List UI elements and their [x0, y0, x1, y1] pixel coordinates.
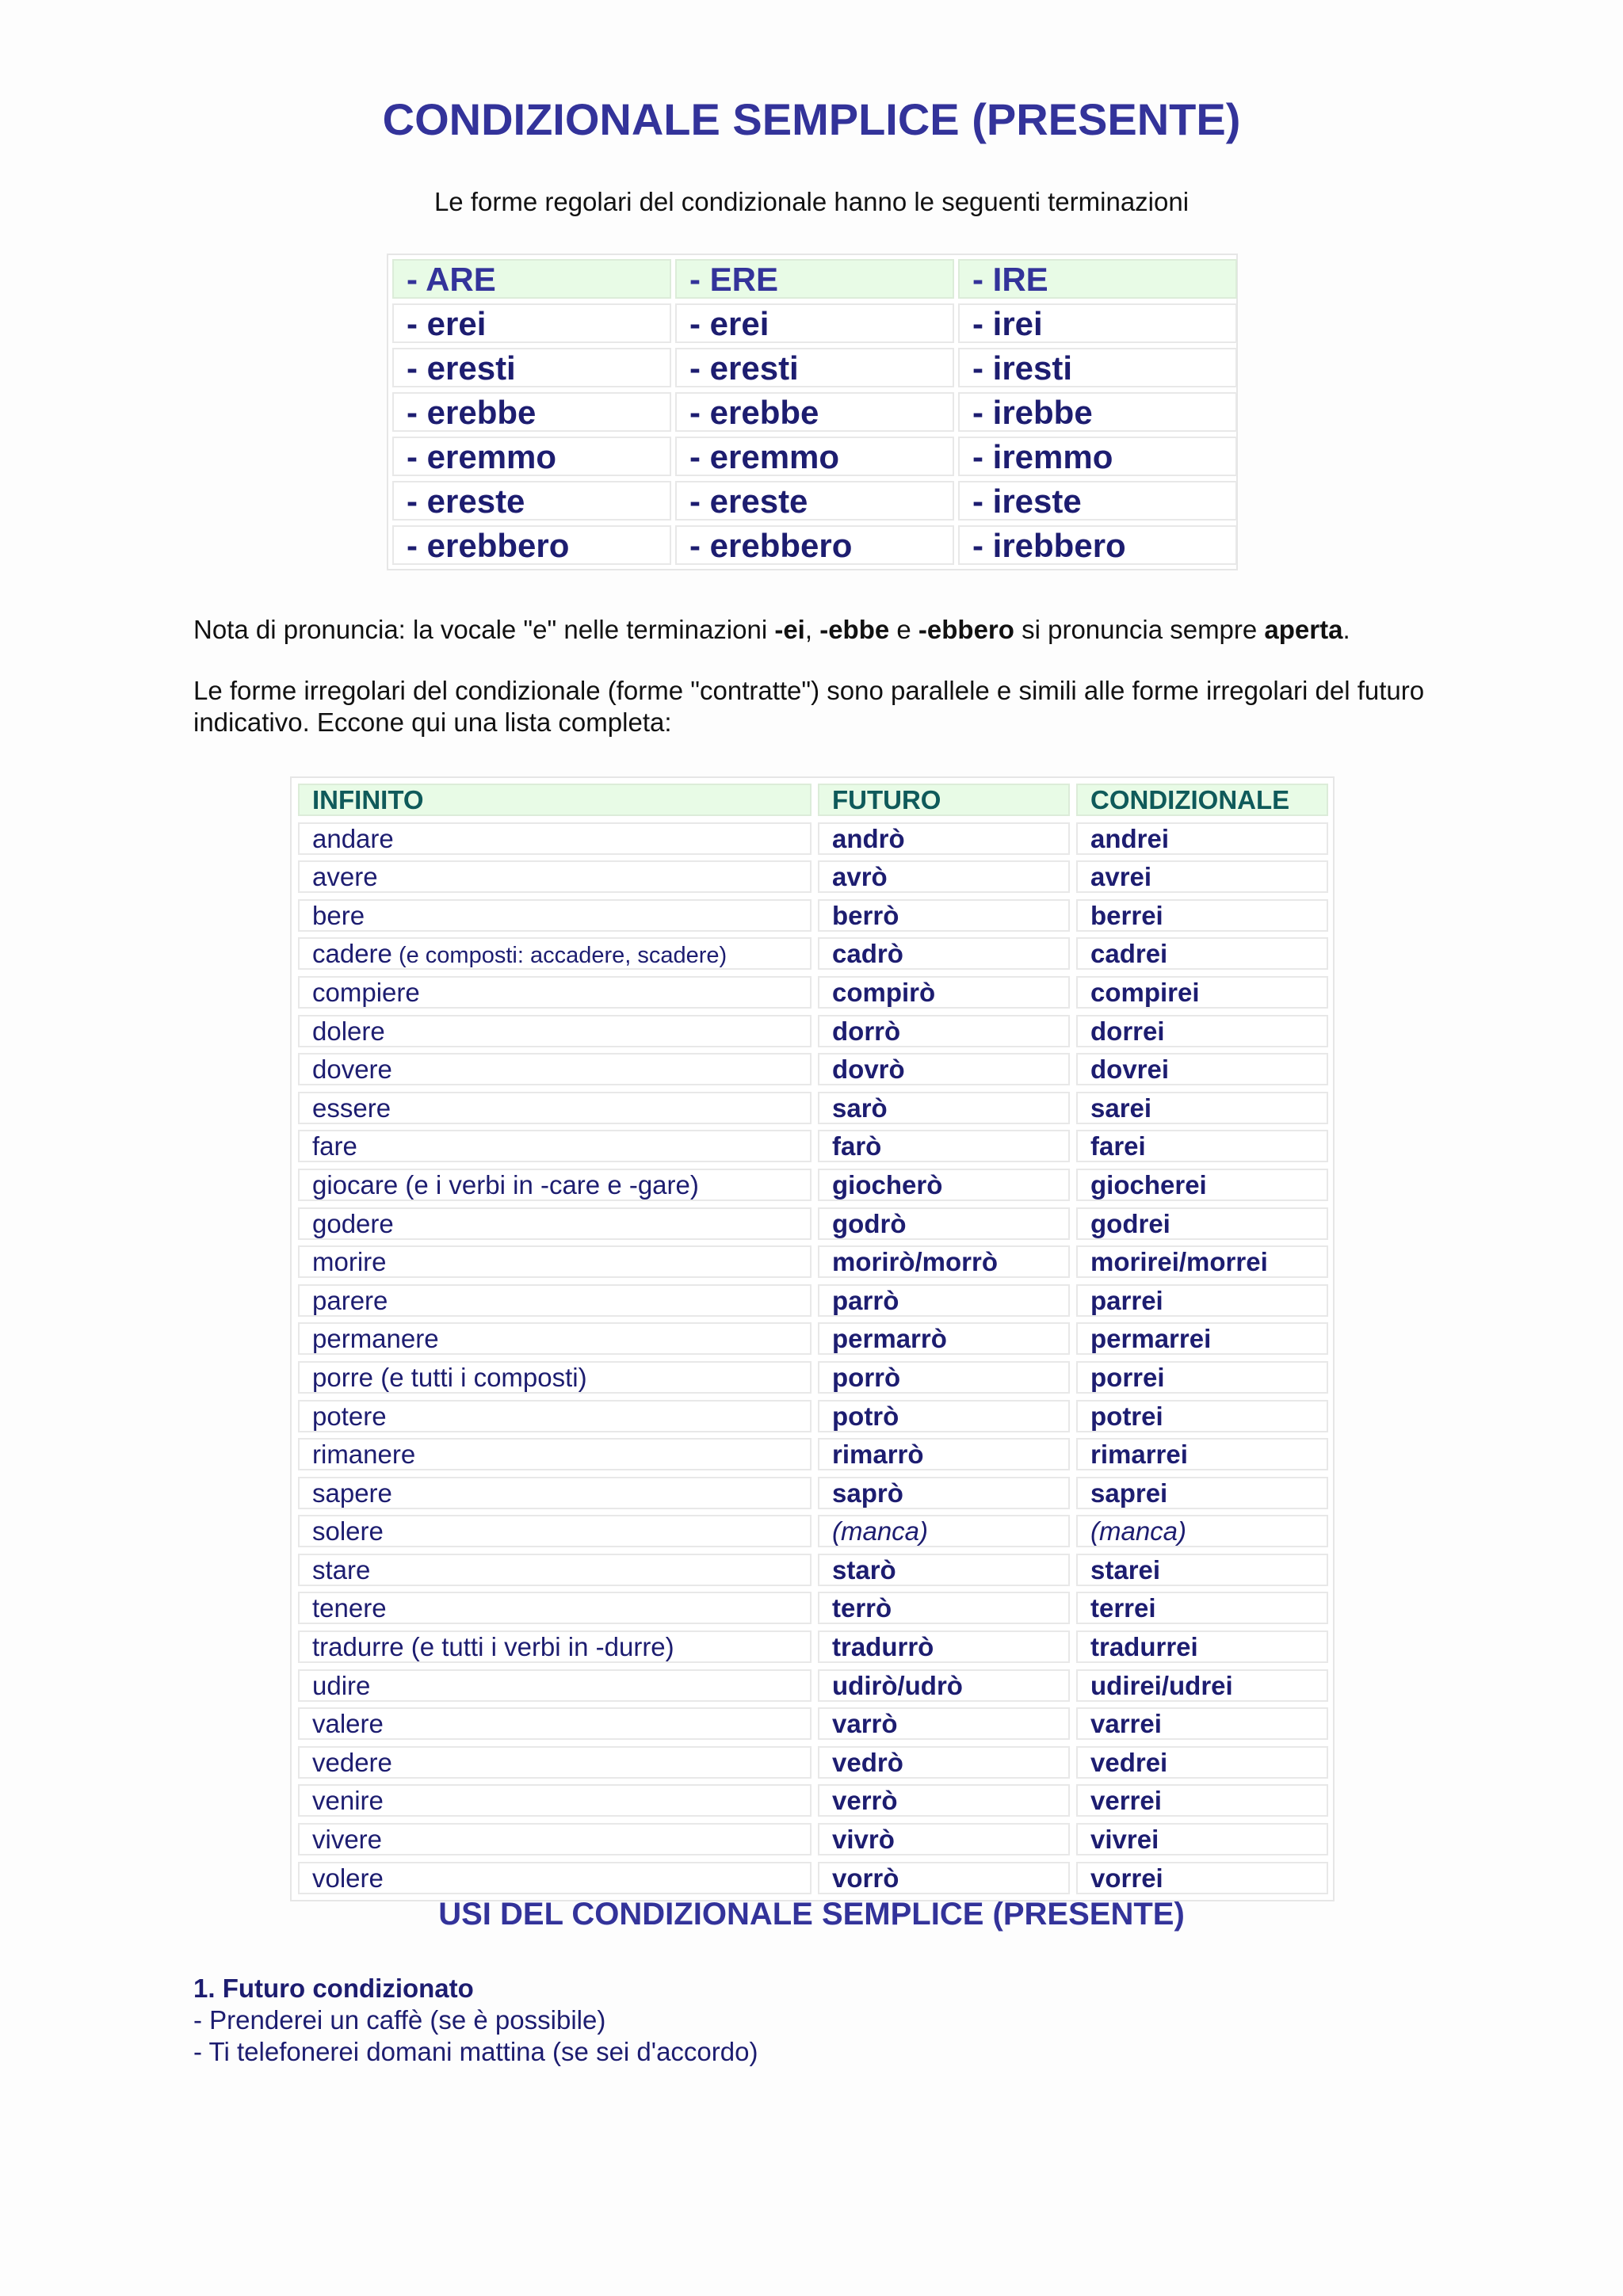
verb-futuro: parrò [818, 1284, 1070, 1317]
verb-condizionale: varrei [1076, 1707, 1328, 1740]
verb-infinitive-text: giocare (e i verbi in -care e -gare) [312, 1169, 699, 1199]
verb-infinitive [298, 1245, 812, 1278]
verb-infinitive [298, 1823, 812, 1855]
verb-infinitive [298, 1592, 812, 1624]
verb-infinitive [298, 1361, 812, 1394]
verb-infinitive-text: tenere [312, 1593, 387, 1623]
verb-infinitive [298, 1477, 812, 1509]
verb-futuro: berrò [818, 899, 1070, 932]
verb-infinitive-text: essere [312, 1093, 391, 1123]
verb-infinitive-text: rimanere [312, 1440, 416, 1470]
endings-cell: - erei [675, 303, 954, 343]
verb-futuro: rimarrò [818, 1438, 1070, 1470]
verb-futuro: vedrò [818, 1746, 1070, 1779]
verb-infinitive-text: porre (e tutti i composti) [312, 1362, 587, 1392]
verb-infinitive [298, 1400, 812, 1432]
verb-infinitive [298, 1130, 812, 1162]
verb-condizionale: vivrei [1076, 1823, 1328, 1855]
note-bold: aperta [1264, 615, 1343, 644]
verb-infinitive-text: potere [312, 1401, 387, 1431]
endings-cell: - iremmo [958, 437, 1237, 476]
verb-condizionale: verrei [1076, 1784, 1328, 1817]
endings-cell: - eresti [675, 348, 954, 387]
verb-infinitive-text: godere [312, 1208, 394, 1238]
verb-futuro: vivrò [818, 1823, 1070, 1855]
verb-infinitive [298, 1169, 812, 1201]
verb-condizionale: porrei [1076, 1361, 1328, 1394]
verb-condizionale: vorrei [1076, 1862, 1328, 1894]
verb-condizionale: compirei [1076, 976, 1328, 1009]
verbs-header: CONDIZIONALE [1076, 784, 1328, 816]
verb-infinitive [298, 1515, 812, 1547]
verb-condizionale: terrei [1076, 1592, 1328, 1624]
note-bold: -ebbero [918, 615, 1014, 644]
verb-condizionale: sarei [1076, 1092, 1328, 1124]
uses-title: USI DEL CONDIZIONALE SEMPLICE (PRESENTE) [438, 1897, 1185, 1932]
verb-infinitive [298, 1746, 812, 1779]
verb-futuro: tradurrò [818, 1630, 1070, 1663]
verb-infinitive-text: udire [312, 1670, 371, 1700]
intro-text: Le forme regolari del condizionale hanno le seguenti terminazioni [433, 187, 1190, 216]
verb-infinitive [298, 899, 812, 932]
verb-note: (e composti: accadere, scadere) [391, 943, 727, 969]
verb-condizionale: permarrei [1076, 1322, 1328, 1355]
verb-infinitive-text: cadere [312, 939, 392, 969]
verb-futuro: starò [818, 1554, 1070, 1586]
verb-infinitive [298, 1284, 812, 1317]
pronunciation-note [193, 614, 1445, 646]
verb-infinitive-text: solere [312, 1516, 384, 1547]
verb-infinitive-text: permanere [312, 1324, 439, 1354]
verb-infinitive-text: dolere [312, 1016, 385, 1046]
verb-infinitive [298, 1015, 812, 1047]
verb-futuro: cadrò [818, 937, 1070, 970]
verb-infinitive-text: andare [312, 823, 394, 853]
verb-infinitive [298, 1207, 812, 1240]
verb-condizionale: farei [1076, 1130, 1328, 1162]
verb-infinitive-text: avere [312, 862, 378, 892]
endings-header: - IRE [958, 259, 1237, 299]
verb-futuro: udirò/udrò [818, 1669, 1070, 1702]
verb-futuro: godrò [818, 1207, 1070, 1240]
verb-infinitive-text: volere [312, 1863, 384, 1893]
verb-infinitive [298, 1092, 812, 1124]
note-bold: -ebbe [819, 615, 890, 644]
verb-infinitive [298, 1322, 812, 1355]
verb-infinitive [298, 1438, 812, 1470]
endings-cell: - irebbe [958, 392, 1237, 432]
verb-condizionale: udirei/udrei [1076, 1669, 1328, 1702]
verbs-header: FUTURO [818, 784, 1070, 816]
verb-infinitive-text: stare [312, 1554, 371, 1585]
verb-futuro: porrò [818, 1361, 1070, 1394]
endings-header: - ERE [675, 259, 954, 299]
verb-futuro: varrò [818, 1707, 1070, 1740]
verb-infinitive-text: parere [312, 1285, 388, 1315]
endings-cell: - irei [958, 303, 1237, 343]
verb-futuro: dorrò [818, 1015, 1070, 1047]
verb-condizionale: dorrei [1076, 1015, 1328, 1047]
note-text: si pronuncia sempre [1014, 615, 1265, 644]
verb-futuro: compirò [818, 976, 1070, 1009]
verb-infinitive-text: tradurre (e tutti i verbi in -durre) [312, 1632, 674, 1662]
verb-condizionale: parrei [1076, 1284, 1328, 1317]
uses-heading: 1. Futuro condizionato [193, 1974, 474, 2003]
endings-cell: - eresti [392, 348, 671, 387]
verb-infinitive [298, 976, 812, 1009]
verb-infinitive-text: venire [312, 1786, 384, 1816]
verb-infinitive [298, 1862, 812, 1894]
verb-infinitive-text: vivere [312, 1825, 383, 1855]
verb-infinitive-text: valere [312, 1709, 384, 1739]
verb-futuro: (manca) [818, 1515, 1070, 1547]
endings-table [387, 254, 1238, 570]
verb-futuro: potrò [818, 1400, 1070, 1432]
verb-condizionale: tradurrei [1076, 1630, 1328, 1663]
verb-infinitive-text: bere [312, 900, 365, 930]
verb-condizionale: potrei [1076, 1400, 1328, 1432]
endings-cell: - irebbero [958, 525, 1237, 565]
verb-condizionale: andrei [1076, 822, 1328, 855]
verb-condizionale: cadrei [1076, 937, 1328, 970]
verb-condizionale: morirei/morrei [1076, 1245, 1328, 1278]
verb-infinitive-text: morire [312, 1247, 387, 1277]
verb-futuro: morirò/morrò [818, 1245, 1070, 1278]
endings-cell: - eremmo [675, 437, 954, 476]
verb-futuro: giocherò [818, 1169, 1070, 1201]
endings-cell: - ireste [958, 481, 1237, 521]
verb-infinitive-text: dovere [312, 1055, 392, 1085]
verb-futuro: vorrò [818, 1862, 1070, 1894]
verb-futuro: dovrò [818, 1053, 1070, 1085]
verb-condizionale: godrei [1076, 1207, 1328, 1240]
verb-futuro: permarrò [818, 1322, 1070, 1355]
endings-cell: - ereste [675, 481, 954, 521]
uses-example: - Prenderei un caffè (se è possibile) [193, 2005, 606, 2035]
irregular-intro: Le forme irregolari del condizionale (forme "contratte") sono parallele e simili alle forme irregolari del futuro indicativo. Eccone qui una lista completa: [193, 676, 1425, 737]
endings-header: - ARE [392, 259, 671, 299]
verb-condizionale: vedrei [1076, 1746, 1328, 1779]
verb-infinitive [298, 860, 812, 893]
verb-infinitive-text: vedere [312, 1747, 392, 1777]
endings-cell: - erebbero [392, 525, 671, 565]
verb-condizionale: avrei [1076, 860, 1328, 893]
endings-cell: - erebbe [392, 392, 671, 432]
note-text: Nota di pronuncia: la vocale "e" nelle terminazioni [193, 615, 775, 644]
verb-futuro: andrò [818, 822, 1070, 855]
uses-example: - Ti telefonerei domani mattina (se sei d'accordo) [193, 2037, 758, 2066]
verb-futuro: verrò [818, 1784, 1070, 1817]
verb-condizionale: dovrei [1076, 1053, 1328, 1085]
verb-condizionale: (manca) [1076, 1515, 1328, 1547]
endings-cell: - erebbe [675, 392, 954, 432]
verbs-header: INFINITO [298, 784, 812, 816]
verb-infinitive-text: sapere [312, 1478, 392, 1508]
verb-futuro: farò [818, 1130, 1070, 1162]
verb-infinitive-text: compiere [312, 977, 420, 1007]
verb-infinitive [298, 822, 812, 855]
verb-condizionale: saprei [1076, 1477, 1328, 1509]
endings-cell: - ereste [392, 481, 671, 521]
verb-infinitive [298, 1630, 812, 1663]
verbs-table [290, 776, 1335, 1901]
verb-infinitive-text: fare [312, 1131, 357, 1161]
verb-futuro: saprò [818, 1477, 1070, 1509]
endings-cell: - eremmo [392, 437, 671, 476]
endings-cell: - erei [392, 303, 671, 343]
note-text: e [889, 615, 918, 644]
verb-infinitive [298, 1784, 812, 1817]
page-title: CONDIZIONALE SEMPLICE (PRESENTE) [382, 94, 1241, 144]
verb-futuro: sarò [818, 1092, 1070, 1124]
verb-futuro: avrò [818, 860, 1070, 893]
uses-section [193, 1973, 1382, 2068]
endings-cell: - erebbero [675, 525, 954, 565]
verb-condizionale: giocherei [1076, 1169, 1328, 1201]
verb-infinitive [298, 1554, 812, 1586]
verb-condizionale: starei [1076, 1554, 1328, 1586]
verb-infinitive [298, 937, 812, 970]
verb-condizionale: rimarrei [1076, 1438, 1328, 1470]
verb-futuro: terrò [818, 1592, 1070, 1624]
note-bold: -ei [774, 615, 805, 644]
verb-infinitive [298, 1053, 812, 1085]
note-text: , [804, 615, 820, 644]
note-text: . [1342, 615, 1350, 644]
endings-cell: - iresti [958, 348, 1237, 387]
verb-condizionale: berrei [1076, 899, 1328, 932]
verb-infinitive [298, 1669, 812, 1702]
verb-infinitive [298, 1707, 812, 1740]
